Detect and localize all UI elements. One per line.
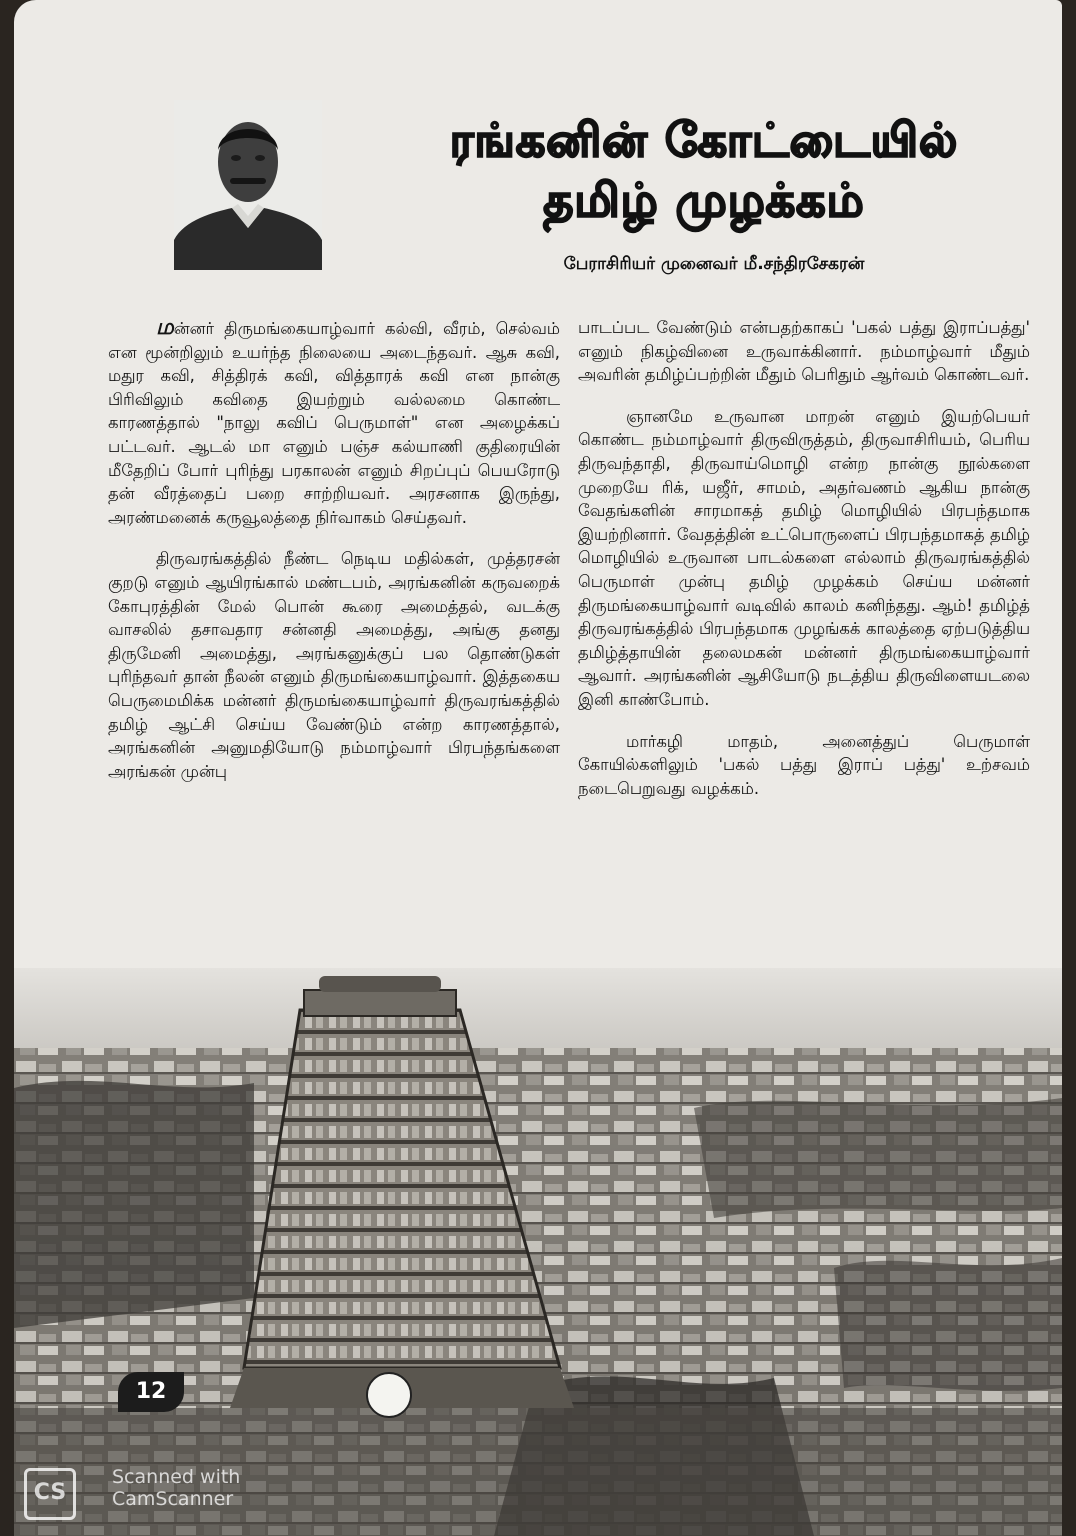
author-photo [174, 100, 322, 270]
left-column [108, 316, 560, 801]
watermark-text [112, 1466, 240, 1510]
article-title [384, 110, 1024, 230]
paragraph-4: ஞானமே உருவான மாறன் எனும் இயற்பெயர் கொண்ட நம்மாழ்வார் திருவிருத்தம், திருவாசிரியம், பெரிய திருவந்தாதி, திருவாய்மொழி என்ற நான்கு நூல்களை முறையே ரிக், யஜீர், சாமம், அதர்வணம் ஆகிய நான்கு வேதங்களின் சாரமாகத் தமிழ் மொழியில் பிரபந்தமாக இயற்றினார். வேதத்தின் உட்பொருளைப் பிரபந்தமாகத் தமிழ் மொழியில் உருவான பாடல்களை எல்லாம் திருவரங்கத்தில் பெருமாள் முன்பு தமிழ் முழக்கம் செய்ய மன்னர் திருமங்கையாழ்வார் வடிவில் காலம் கனிந்தது. ஆம்! தமிழ்த் திருவரங்கத்தில் பிரபந்தமாக முழங்கக் காலத்தை ஏற்படுத்திய தமிழ்த்தாயின் தலைமகன் மன்னர் திருமங்கையாழ்வார் ஆவார். அரங்கனின் ஆசியோடு நடத்திய திருவிளையடலை இனி காண்போம். [578, 406, 1030, 709]
temple-aerial-photo [14, 968, 1062, 1536]
paragraph-5: மார்கழி மாதம், அனைத்துப் பெருமாள் கோயில்களிலும் 'பகல் பத்து இராப் பத்து' உற்சவம் நடைபெறுவது வழக்கம். [578, 731, 1030, 798]
paragraph-1 [108, 316, 560, 529]
right-column [578, 316, 1030, 818]
paragraph-3: பாடப்பட வேண்டும் என்பதற்காகப் 'பகல் பத்து இராப்பத்து' எனும் நிகழ்வினை உருவாக்கினார். நம்மாழ்வார் மீதும் அவரின் தமிழ்ப்பற்றின் மீதும் பெரிதும் ஆர்வம் கொண்டவர். [578, 318, 1030, 385]
paragraph-1-text: ன்னர் திருமங்கையாழ்வார் கல்வி, வீரம், செல்வம் என மூன்றிலும் உயர்ந்த நிலையை அடைந்தவர். ஆசு கவி, மதுர கவி, சித்திரக் கவி, வித்தாரக் கவி என நான்கு பிரிவிலும் கவிதை இயற்றும் வல்லமை கொண்ட காரணத்தால் "நாலு கவிப் பெருமாள்" என அழைக்கப் பட்டவர். ஆடல் மா எனும் பஞ்ச கல்யாணி குதிரையின் மீதேறிப் போர் புரிந்து பரகாலன் எனும் சிறப்புப் பெயரோடு தன் வீரத்தைப் பறை சாற்றியவர். அரசனாக இருந்து, அரண்மனைக் கருவூலத்தை நிர்வாகம் செய்தவர். [108, 319, 560, 527]
author-byline: பேராசிரியர் முனைவர் மீ.சந்திரசேகரன் [563, 254, 865, 274]
drop-cap: ம [156, 315, 174, 340]
magazine-page [14, 0, 1062, 1536]
author-portrait-image [174, 100, 322, 270]
camscanner-logo-icon: CS [24, 1468, 76, 1520]
watermark-line-2: CamScanner [112, 1488, 234, 1510]
page-number: 12 [118, 1372, 184, 1412]
title-line-1: ரங்கனின் கோட்டையில் [449, 113, 959, 167]
paragraph-2: திருவரங்கத்தில் நீண்ட நெடிய மதில்கள், முத்தரசன் குறடு எனும் ஆயிரங்கால் மண்டபம், அரங்கனின் கருவறைக் கோபுரத்தின் மேல் பொன் கூரை அமைத்தல், வடக்கு வாசலில் தசாவதார சன்னதி அமைத்து, அங்கு தனது திருமேனி அமைத்து, அரங்கனுக்குப் பல தொண்டுகள் புரிந்தவர் தான் நீலன் எனும் திருமங்கையாழ்வார். இத்தகைய பெருமைமிக்க மன்னர் திருமங்கையாழ்வார் திருவரங்கத்தில் தமிழ் ஆட்சி செய்ய வேண்டும் என்ற காரணத்தால், அரங்கனின் அனுமதியோடு நம்மாழ்வார் பிரபந்தங்களை அரங்கன் முன்பு [108, 549, 560, 781]
camscanner-watermark [24, 1462, 294, 1526]
watermark-line-1: Scanned with [112, 1466, 241, 1488]
magazine-emblem-icon [366, 1372, 412, 1418]
title-line-2: தமிழ் முழக்கம் [543, 173, 865, 227]
